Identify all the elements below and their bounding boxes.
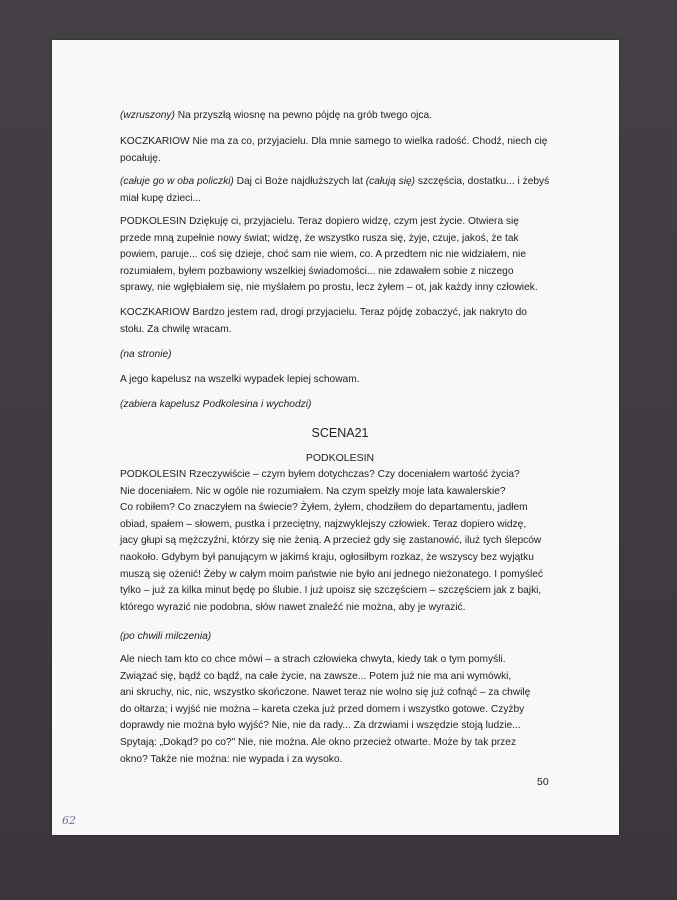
text-line (120, 322, 560, 339)
dialogue-text: jacy głupi są mężczyźni, którzy się nie żenią. A przecież gdy się zastanowić, iluż tych ślepców (120, 535, 542, 547)
dialogue-text: muszą się ożenić! Żeby w całym moim państwie nie było ani jednego nieżonatego. I pomyśleć (120, 568, 543, 580)
dialogue-text: doprawdy nie można było wyjść? Nie, nie da rady... Za drzwiami i wszędzie stoją ludzie... (120, 720, 521, 732)
text-line (120, 702, 560, 719)
dialogue-text: Na przyszłą wiosnę na pewno pójdę na grób twego ojca. (174, 110, 433, 121)
paragraph (120, 174, 560, 207)
dialogue-text: sprawy, nie wgłębiałem się, nie myślałem po prostu, lecz żyłem – ot, jak każdy inny człowiek. (120, 282, 538, 294)
dialogue-text: stołu. Za chwilę wracam. (120, 323, 232, 335)
scene-title: SCENA21 (311, 426, 369, 440)
text-line (120, 533, 560, 550)
dialogue-text: tylko – już za kilka minut będę po ślubie. I już upoisz się szczęściem – szczęściem jak z bajki, (120, 585, 542, 597)
paragraph (120, 305, 560, 338)
text-line (120, 718, 560, 735)
dialogue-text: KOCZKARIOW Nie ma za co, przyjacielu. Dla mnie samego to wielka radość. Chodź, niech cię (120, 136, 548, 147)
text-line (120, 231, 560, 248)
stage-direction: (na stronie) (120, 349, 172, 360)
paragraph (120, 652, 560, 768)
dialogue-text: ani skruchy, nic, nic, wszystko skończone. Nawet teraz nie wolno się już cofnąć – za chwilę (120, 687, 531, 699)
text-line (120, 467, 560, 484)
text-line (120, 567, 560, 584)
text-line (120, 305, 560, 322)
dialogue-text: A jego kapelusz na wszelki wypadek lepiej schowam. (120, 374, 360, 385)
dialogue-text: Co robiłem? Co znaczyłem na świecie? Żyłem, żyłem, chodziłem do departamentu, jadłem (120, 502, 528, 514)
text-line (120, 752, 560, 769)
dialogue-text: powiem, paruje... coś się dzieje, choć sam nie wiem, co. A przedtem nic nie widziałem, nie (120, 249, 526, 261)
stage-direction: (po chwili milczenia) (120, 631, 212, 642)
text-line (120, 372, 560, 389)
dialogue-text: Spytają: „Dokąd? po co?" Nie, nie można. Ale okno przecież otwarte. Może by tak przez (120, 736, 517, 748)
dialogue-text: rozumiałem, byłem pozbawiony wszelkiej świadomości... nie zdawałem sobie z niczego (120, 265, 514, 277)
paragraph (120, 214, 560, 297)
text-line (120, 685, 560, 702)
text-line (120, 735, 560, 752)
dialogue-text: Nie doceniałem. Nic w ogóle nie rozumiałem. Na czym spełzły moje lata kawalerskie? (120, 485, 506, 497)
text-line (120, 550, 560, 567)
dialogue-text: KOCZKARIOW Bardzo jestem rad, drogi przyjacielu. Teraz pójdę zobaczyć, jak nakryto do (120, 307, 527, 318)
text-line (120, 669, 560, 686)
text-line (120, 151, 560, 168)
text-line (120, 264, 560, 281)
dialogue-text: którego wyrazić nie podobna, słów nawet znaleźć nie można, aby je wyrazić. (120, 601, 466, 613)
paragraph (120, 397, 560, 414)
text-line (120, 174, 560, 191)
paragraph (120, 467, 560, 616)
paragraph (120, 134, 560, 167)
dialogue-text: Daj ci Boże najdłuższych lat (233, 176, 366, 187)
stage-direction: (całuje go w oba policzki) (120, 176, 234, 187)
text-line (120, 134, 560, 151)
stage-direction: (wzruszony) (120, 110, 175, 121)
dialogue-text: miał kupę dzieci... (120, 192, 201, 204)
dialogue-text: do ołtarza; i wyjść nie można – kareta czeka już przed domem i wszystko gotowe. Czyżby (120, 703, 525, 715)
text-line (120, 652, 560, 669)
dialogue-text: pocałuję. (120, 152, 161, 164)
dialogue-text: PODKOLESIN Rzeczywiście – czym byłem dotychczas? Czy doceniałem wartość życia? (120, 469, 520, 480)
stage-direction: (całują się) (365, 176, 416, 187)
dialogue-text: naokoło. Gdybym był panującym w jakimś kraju, ogłosiłbym rozkaz, że wszyscy bez wyjątku (120, 551, 534, 563)
text-line (120, 214, 560, 231)
text-line (120, 629, 560, 646)
dialogue-text: okno? Także nie można: nie wypada i za wysoko. (120, 753, 343, 765)
stage-direction: (zabiera kapelusz Podkolesina i wychodzi) (120, 399, 312, 410)
text-line (120, 397, 560, 414)
text-line (120, 583, 560, 600)
dialogue-text: Związać się, bądź co bądź, na całe życie, na zawsze... Potem już nie ma ani wymówki, (120, 670, 512, 682)
text-line (120, 500, 560, 517)
text-line (120, 280, 560, 297)
paragraph (120, 347, 560, 364)
page-number: 50 (537, 776, 549, 788)
handwritten-note: 62 (62, 814, 76, 827)
dialogue-text: obiad, spałem – słowem, pustka i przeciętny, najzwyklejszy człowiek. Teraz dopiero widzę, (120, 518, 527, 530)
paragraph (120, 629, 560, 646)
text-line (120, 484, 560, 501)
dialogue-text: szczęścia, dostatku... i żebyś (415, 176, 550, 187)
text-line (120, 347, 560, 364)
scene-character-heading: PODKOLESIN (305, 452, 375, 464)
paragraph (120, 372, 560, 389)
dialogue-text: Ale niech tam kto co chce mówi – a strach człowieka chwyta, kiedy tak o tym pomyśli. (120, 654, 506, 665)
text-line (120, 108, 560, 125)
paragraph (120, 108, 560, 125)
dialogue-text: przede mną zupełnie nowy świat; widzę, że wszystko rusza się, żyje, czuje, jakoś, że tak (120, 232, 519, 244)
text-line (120, 191, 560, 208)
dialogue-text: PODKOLESIN Dziękuję ci, przyjacielu. Teraz dopiero widzę, czym jest życie. Otwiera się (120, 216, 519, 227)
text-line (120, 517, 560, 534)
text-line (120, 600, 560, 617)
text-line (120, 247, 560, 264)
